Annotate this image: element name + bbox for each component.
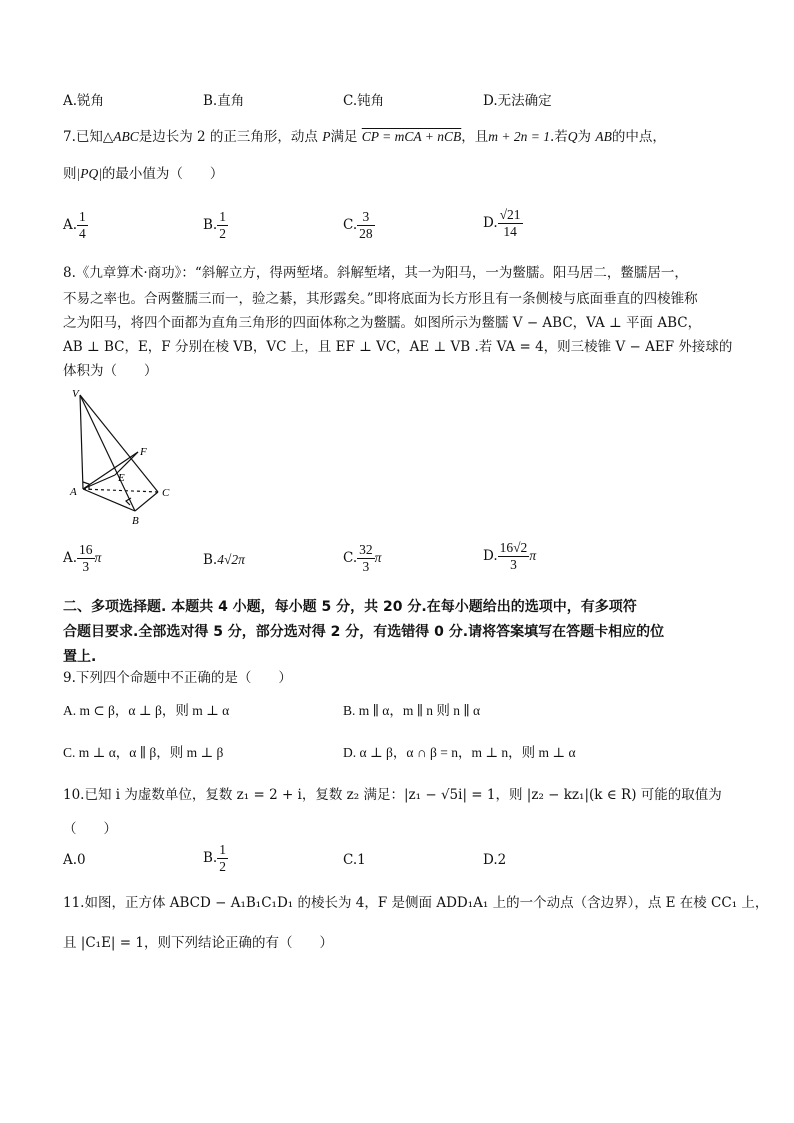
edge-ac <box>83 489 158 492</box>
q10-option-b-label: B. <box>203 850 218 866</box>
q7-option-a-frac <box>77 209 88 242</box>
numerator: 32 <box>359 542 373 557</box>
denominator: 2 <box>219 226 226 241</box>
numerator: √21 <box>499 207 521 222</box>
q7-option-d <box>483 207 523 240</box>
q10-option-b-frac <box>217 842 228 875</box>
q8-line5: 体积为（ ） <box>63 363 158 379</box>
q8-option-a-label: A. <box>63 550 78 566</box>
denominator: 3 <box>362 559 370 574</box>
q7-text-min: 的最小值为（ ） <box>101 166 224 182</box>
q8-line3: 之为阳马，将四个面都为直角三角形的四面体称之为鳖臑。如图所示为鳖臑 V − ABC，VA ⊥ 平面 ABC， <box>63 315 702 331</box>
q8-option-b-value: 4√2π <box>217 552 245 567</box>
q11-line1: 11.如图，正方体 ABCD − A₁B₁C₁D₁ 的棱长为 4，F 是侧面 ADD₁A₁ 上的一个动点（含边界），点 E 在棱 CC₁ 上， <box>63 895 769 911</box>
label-a: A <box>70 486 77 498</box>
q7-stem-line2 <box>63 165 223 183</box>
q7-text-c: 是边长为 2 的正三角形，动点 <box>138 129 318 145</box>
q8-option-c <box>343 542 381 575</box>
q7-option-b-label: B. <box>203 217 218 233</box>
q8-option-d <box>483 540 536 573</box>
q7-abs-pq: |PQ| <box>76 166 102 181</box>
q7-point-p: P <box>322 129 331 144</box>
label-v: V <box>72 388 79 400</box>
q11-line2: 且 |C₁E| = 1，则下列结论正确的有（ ） <box>63 935 333 951</box>
q10-stem: 10.已知 i 为虚数单位，复数 z₁ = 2 + i，复数 z₂ 满足：|z₁ − √5i| = 1，则 |z₂ − kz₁|(k ∈ R) 可能的取值为 <box>63 787 722 803</box>
section2-line2: 合题目要求.全部选对得 5 分，部分选对得 2 分，有选错得 0 分.请将答案填写在答题卡相应的位 <box>63 624 665 640</box>
q7-triangle: ABC <box>113 129 139 144</box>
q9-option-b: B. m ∥ α，m ∥ n 则 n ∥ α <box>343 703 481 718</box>
q7-text-e: 满足 <box>330 129 358 145</box>
denominator: 4 <box>79 226 86 241</box>
q10-option-c: C.1 <box>343 852 366 868</box>
q10-option-a: A.0 <box>63 852 86 868</box>
q7-stem-line1 <box>63 128 666 146</box>
q9-stem: 9.下列四个命题中不正确的是（ ） <box>63 670 292 686</box>
q7-segment-ab: AB <box>595 129 612 144</box>
q9-option-c: C. m ⊥ α，α ∥ β，则 m ⊥ β <box>63 745 224 760</box>
q8-option-d-label: D. <box>483 548 498 564</box>
q6-option-b: B.直角 <box>203 93 245 109</box>
q7-vector-equation: CP = mCA + nCB <box>361 129 462 144</box>
q9-option-a: A. m ⊂ β，α ⊥ β，则 m ⊥ α <box>63 703 230 718</box>
denominator: 3 <box>82 559 90 574</box>
q8-option-b <box>203 552 245 568</box>
numerator: 3 <box>357 209 375 226</box>
numerator: 1 <box>79 209 86 224</box>
q8-line1: 8.《九章算术·商功》：“斜解立方，得两堑堵。斜解堑堵，其一为阳马，一为鳖臑。阳马居二，鳖臑居一， <box>63 265 688 281</box>
q7-text-i: 的中点， <box>611 129 666 145</box>
denominator: 14 <box>503 224 517 239</box>
q6-option-a: A.锐角 <box>63 93 105 109</box>
q8-line2: 不易之率也。合两鳖臑三而一，验之綦，其形露矣。”即将底面为长方形且有一条侧棱与底面垂直的四棱锥称 <box>63 291 698 307</box>
q8-option-b-label: B. <box>203 552 218 568</box>
label-b: B <box>132 515 139 527</box>
pi: π <box>374 550 382 565</box>
q7-option-a-label: A. <box>63 217 78 233</box>
q7-option-c-frac <box>357 209 375 242</box>
q7-text-then: 则 <box>63 166 77 182</box>
section2-line3: 置上. <box>63 649 97 665</box>
denominator: 3 <box>510 557 517 572</box>
q7-option-d-label: D. <box>483 215 498 231</box>
q8-line4: AB ⊥ BC，E，F 分别在棱 VB，VC 上，且 EF ⊥ VC，AE ⊥ VB .若 VA = 4，则三棱锥 V − AEF 外接球的 <box>63 339 733 355</box>
q7-text-h: 为 <box>577 129 592 145</box>
q8-option-c-label: C. <box>343 550 358 566</box>
q7-option-b-frac <box>217 209 228 242</box>
q7-option-d-frac <box>498 207 523 240</box>
pi: π <box>94 550 102 565</box>
q10-option-d: D.2 <box>483 852 507 868</box>
q8-tetrahedron-figure <box>60 385 190 530</box>
q7-text-g: .若 <box>550 129 568 145</box>
q7-condition: m + 2n = 1 <box>488 129 550 144</box>
edge-va <box>80 395 83 489</box>
q7-option-a <box>63 209 88 242</box>
q6-option-d: D.无法确定 <box>483 93 552 109</box>
q7-text-a: 7.已知△ <box>63 129 114 145</box>
q7-point-q: Q <box>567 129 578 144</box>
q7-option-c <box>343 209 375 242</box>
q7-text-f: ，且 <box>461 129 489 145</box>
q6-option-c: C.钝角 <box>343 93 385 109</box>
q8-option-d-frac <box>498 540 530 573</box>
denominator: 28 <box>359 226 373 241</box>
q9-option-d: D. α ⊥ β，α ∩ β = n，m ⊥ n，则 m ⊥ α <box>343 745 576 760</box>
edge-af <box>83 452 138 489</box>
denominator: 2 <box>219 859 226 874</box>
q8-option-a <box>63 542 101 575</box>
pi: π <box>529 548 537 563</box>
numerator: 1 <box>219 842 226 857</box>
edge-ae <box>83 475 115 489</box>
numerator: 1 <box>219 209 226 224</box>
label-f: F <box>140 446 147 458</box>
label-e: E <box>118 472 125 484</box>
numerator: 16√2 <box>499 540 528 555</box>
q7-option-c-label: C. <box>343 217 358 233</box>
q10-option-b <box>203 842 228 875</box>
numerator: 16 <box>79 542 93 557</box>
q8-option-a-frac <box>77 542 95 575</box>
q7-option-b <box>203 209 228 242</box>
section2-line1: 二、多项选择题. 本题共 4 小题，每小题 5 分，共 20 分.在每小题给出的选项中，有多项符 <box>63 599 637 615</box>
edge-bc <box>135 492 158 511</box>
q8-option-c-frac <box>357 542 375 575</box>
q10-paren: （ ） <box>63 821 117 837</box>
label-c: C <box>162 487 170 499</box>
